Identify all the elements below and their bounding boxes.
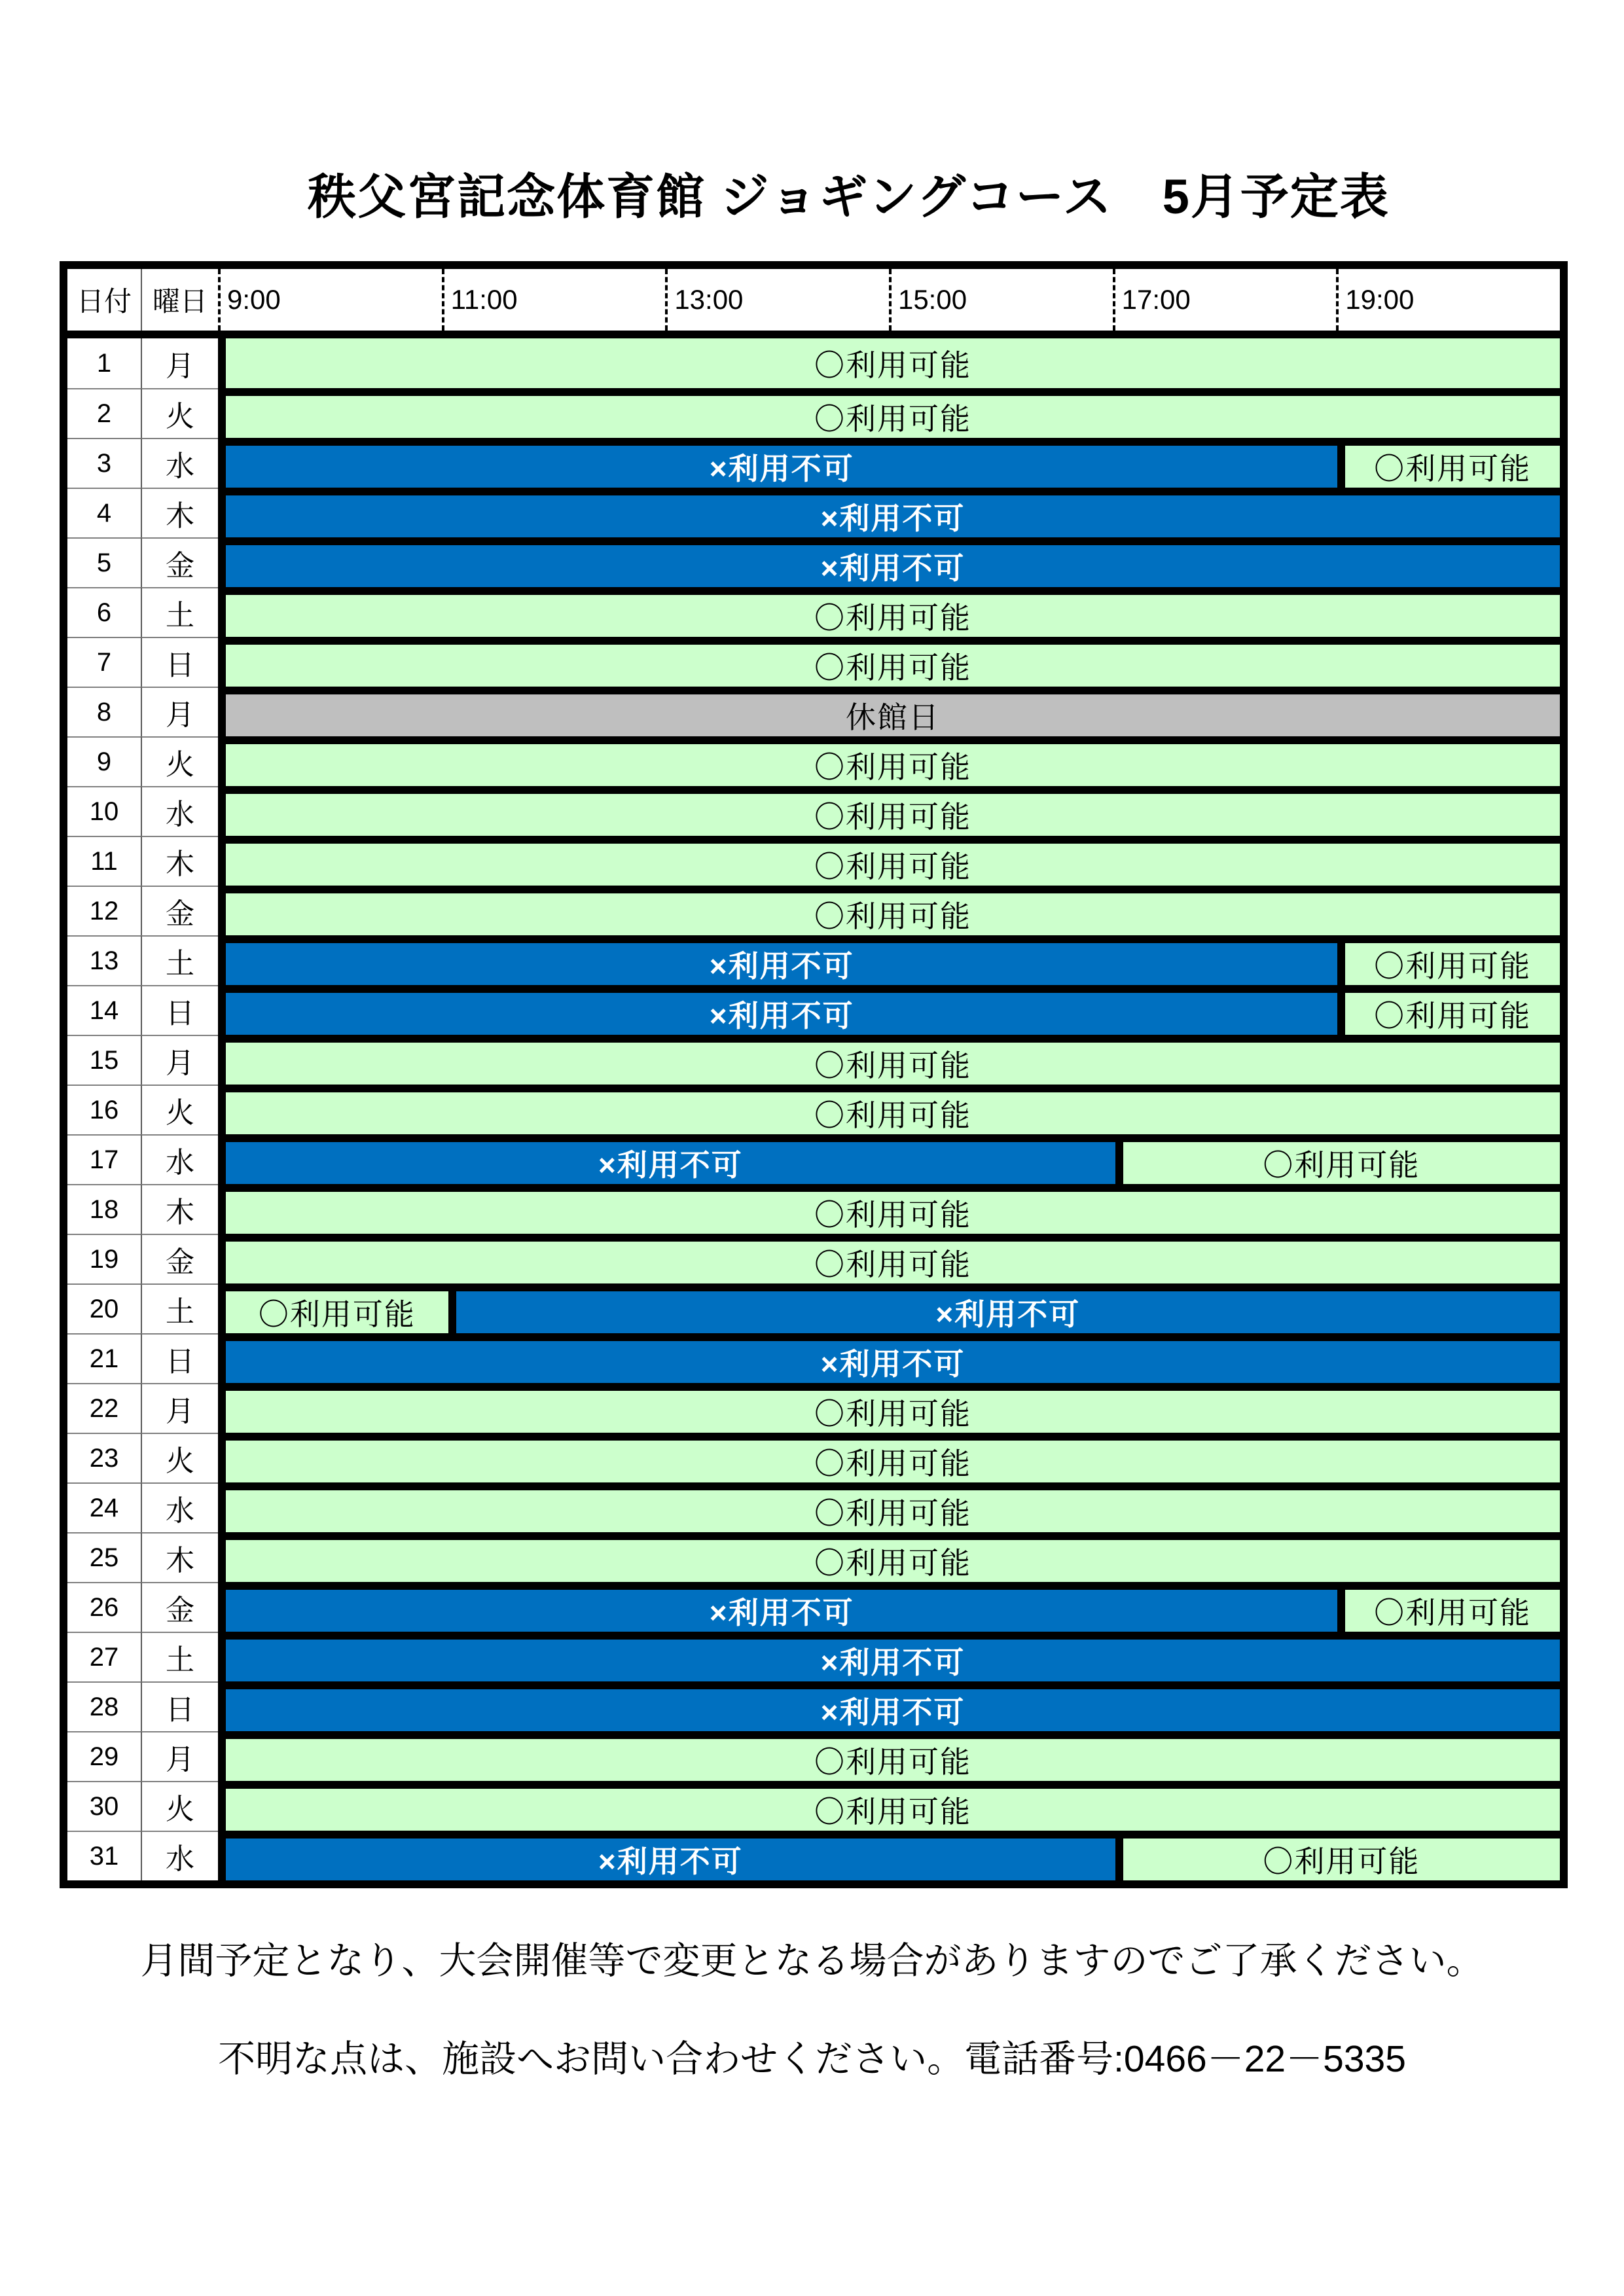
date-cell: 3 (67, 438, 141, 488)
time-slot-area (218, 1085, 1560, 1134)
header-weekday-label: 曜日 (141, 269, 218, 331)
schedule-row (67, 338, 1560, 388)
schedule-row (67, 1831, 1560, 1880)
slot-segment-available: 〇利用可能 (226, 1739, 1560, 1781)
time-slot-area (218, 1632, 1560, 1681)
weekday-cell: 火 (141, 388, 218, 438)
header-time-cell: 11:00 (442, 269, 666, 331)
slot-segment-unavailable: ×利用不可 (226, 1142, 1115, 1184)
schedule-row (67, 1383, 1560, 1433)
weekday-cell: 水 (141, 1831, 218, 1880)
schedule-row (67, 388, 1560, 438)
weekday-cell: 月 (141, 338, 218, 388)
weekday-cell: 水 (141, 1482, 218, 1532)
weekday-cell: 日 (141, 985, 218, 1035)
date-cell: 26 (67, 1582, 141, 1632)
time-slot-area (218, 1582, 1560, 1632)
slot-segment-available: 〇利用可能 (226, 794, 1560, 836)
time-slot-area (218, 1831, 1560, 1880)
weekday-cell: 日 (141, 637, 218, 687)
slot-segment-available: 〇利用可能 (226, 1789, 1560, 1831)
weekday-cell: 土 (141, 587, 218, 637)
weekday-cell: 土 (141, 1283, 218, 1333)
date-cell: 5 (67, 537, 141, 587)
time-slot-area (218, 1731, 1560, 1781)
slot-segment-available: 〇利用可能 (1337, 943, 1560, 985)
weekday-cell: 月 (141, 687, 218, 736)
time-slot-area (218, 587, 1560, 637)
date-cell: 9 (67, 736, 141, 786)
schedule-row (67, 488, 1560, 537)
time-slot-area (218, 736, 1560, 786)
date-cell: 4 (67, 488, 141, 537)
time-slot-area (218, 388, 1560, 438)
slot-segment-unavailable: ×利用不可 (226, 1689, 1560, 1731)
date-cell: 19 (67, 1234, 141, 1283)
weekday-cell: 金 (141, 886, 218, 935)
slot-segment-available: 〇利用可能 (226, 1043, 1560, 1085)
slot-segment-available: 〇利用可能 (226, 396, 1560, 438)
weekday-cell: 火 (141, 1433, 218, 1482)
schedule-row (67, 985, 1560, 1035)
date-cell: 30 (67, 1781, 141, 1831)
date-cell: 16 (67, 1085, 141, 1134)
weekday-cell: 月 (141, 1731, 218, 1781)
schedule-row (67, 1085, 1560, 1134)
slot-segment-unavailable: ×利用不可 (226, 993, 1337, 1035)
slot-segment-unavailable: ×利用不可 (448, 1291, 1560, 1333)
weekday-cell: 金 (141, 1234, 218, 1283)
date-cell: 29 (67, 1731, 141, 1781)
time-slot-area (218, 1234, 1560, 1283)
slot-segment-available: 〇利用可能 (226, 645, 1560, 687)
date-cell: 17 (67, 1134, 141, 1184)
time-slot-area (218, 1383, 1560, 1433)
slot-segment-available: 〇利用可能 (1337, 1590, 1560, 1632)
header-time-cell: 9:00 (218, 269, 442, 331)
time-slot-area (218, 935, 1560, 985)
footnote-schedule-change-notice: 月間予定となり、大会開催等で変更となる場合がありますのでご了承ください。 (140, 1940, 1484, 1982)
weekday-cell: 火 (141, 1781, 218, 1831)
date-cell: 28 (67, 1681, 141, 1731)
time-slot-area (218, 1433, 1560, 1482)
date-cell: 15 (67, 1035, 141, 1085)
header-time-cell: 17:00 (1113, 269, 1337, 331)
schedule-row (67, 1134, 1560, 1184)
time-slot-area (218, 1781, 1560, 1831)
date-cell: 10 (67, 786, 141, 836)
slot-segment-available: 〇利用可能 (226, 744, 1560, 786)
slot-segment-available: 〇利用可能 (1115, 1839, 1560, 1880)
date-cell: 14 (67, 985, 141, 1035)
slot-segment-unavailable: ×利用不可 (226, 1839, 1115, 1880)
time-slot-area (218, 537, 1560, 587)
schedule-row (67, 1333, 1560, 1383)
slot-segment-available: 〇利用可能 (226, 1092, 1560, 1134)
slot-segment-available: 〇利用可能 (226, 1391, 1560, 1433)
date-cell: 6 (67, 587, 141, 637)
schedule-row (67, 1681, 1560, 1731)
weekday-cell: 土 (141, 935, 218, 985)
weekday-cell: 水 (141, 438, 218, 488)
slot-segment-available: 〇利用可能 (226, 1441, 1560, 1482)
slot-segment-available: 〇利用可能 (226, 1291, 448, 1333)
schedule-row (67, 1482, 1560, 1532)
date-cell: 11 (67, 836, 141, 886)
time-slot-area (218, 836, 1560, 886)
time-slot-area (218, 687, 1560, 736)
schedule-row (67, 1283, 1560, 1333)
schedule-row (67, 1582, 1560, 1632)
date-cell: 27 (67, 1632, 141, 1681)
schedule-row (67, 1781, 1560, 1831)
weekday-cell: 火 (141, 736, 218, 786)
schedule-row (67, 637, 1560, 687)
weekday-cell: 金 (141, 1582, 218, 1632)
schedule-row (67, 687, 1560, 736)
header-date-label: 日付 (76, 286, 132, 317)
date-cell: 7 (67, 637, 141, 687)
time-slot-area (218, 786, 1560, 836)
slot-segment-available: 〇利用可能 (226, 1490, 1560, 1532)
slot-segment-available: 〇利用可能 (226, 844, 1560, 886)
weekday-cell: 月 (141, 1383, 218, 1433)
time-slot-area (218, 985, 1560, 1035)
time-slot-area (218, 886, 1560, 935)
date-cell: 18 (67, 1184, 141, 1234)
weekday-cell: 木 (141, 1532, 218, 1582)
slot-segment-available: 〇利用可能 (1337, 446, 1560, 488)
slot-segment-unavailable: ×利用不可 (226, 1640, 1560, 1681)
slot-segment-closed: 休館日 (226, 694, 1560, 736)
time-slot-area (218, 1283, 1560, 1333)
weekday-cell: 土 (141, 1632, 218, 1681)
weekday-cell: 日 (141, 1681, 218, 1731)
schedule-row (67, 1234, 1560, 1283)
weekday-cell: 木 (141, 488, 218, 537)
date-cell: 20 (67, 1283, 141, 1333)
time-slot-area (218, 1035, 1560, 1085)
schedule-row (67, 786, 1560, 836)
weekday-cell: 木 (141, 1184, 218, 1234)
schedule-row (67, 438, 1560, 488)
date-cell: 22 (67, 1383, 141, 1433)
slot-segment-available: 〇利用可能 (226, 338, 1560, 388)
time-slot-area (218, 438, 1560, 488)
weekday-cell: 木 (141, 836, 218, 886)
table-body (67, 338, 1560, 1880)
time-slot-area (218, 1134, 1560, 1184)
date-cell: 1 (67, 338, 141, 388)
weekday-cell: 日 (141, 1333, 218, 1383)
slot-segment-unavailable: ×利用不可 (226, 545, 1560, 587)
date-cell: 25 (67, 1532, 141, 1582)
date-cell: 12 (67, 886, 141, 935)
schedule-row (67, 1532, 1560, 1582)
weekday-cell: 火 (141, 1085, 218, 1134)
schedule-row (67, 886, 1560, 935)
page-title: 秩父宮記念体育館 ジョギングコース 5月予定表 (308, 170, 1390, 224)
slot-segment-available: 〇利用可能 (226, 1540, 1560, 1582)
date-cell: 8 (67, 687, 141, 736)
time-slot-area (218, 1482, 1560, 1532)
date-cell: 13 (67, 935, 141, 985)
time-slot-area (218, 1681, 1560, 1731)
schedule-row (67, 836, 1560, 886)
schedule-row (67, 1184, 1560, 1234)
slot-segment-available: 〇利用可能 (226, 1192, 1560, 1234)
slot-segment-unavailable: ×利用不可 (226, 943, 1337, 985)
slot-segment-available: 〇利用可能 (1337, 993, 1560, 1035)
slot-segment-available: 〇利用可能 (1115, 1142, 1560, 1184)
time-slot-area (218, 637, 1560, 687)
date-cell: 2 (67, 388, 141, 438)
date-cell: 31 (67, 1831, 141, 1880)
header-time-cell: 15:00 (889, 269, 1113, 331)
time-slot-area (218, 1184, 1560, 1234)
slot-segment-available: 〇利用可能 (226, 1242, 1560, 1283)
slot-segment-available: 〇利用可能 (226, 893, 1560, 935)
time-slot-area (218, 1333, 1560, 1383)
table-header-row (67, 269, 1560, 338)
header-time-cell: 13:00 (665, 269, 889, 331)
schedule-row (67, 537, 1560, 587)
schedule-row (67, 736, 1560, 786)
slot-segment-unavailable: ×利用不可 (226, 446, 1337, 488)
date-cell: 23 (67, 1433, 141, 1482)
schedule-row (67, 1731, 1560, 1781)
footnote-contact-phone: 不明な点は、施設へお問い合わせください。電話番号:0466－22－5335 (218, 2038, 1406, 2080)
slot-segment-unavailable: ×利用不可 (226, 1341, 1560, 1383)
schedule-row (67, 1035, 1560, 1085)
date-cell: 21 (67, 1333, 141, 1383)
time-slot-area (218, 1532, 1560, 1582)
slot-segment-available: 〇利用可能 (226, 595, 1560, 637)
weekday-cell: 月 (141, 1035, 218, 1085)
weekday-cell: 水 (141, 786, 218, 836)
weekday-cell: 水 (141, 1134, 218, 1184)
schedule-row (67, 587, 1560, 637)
date-cell: 24 (67, 1482, 141, 1532)
schedule-row (67, 1433, 1560, 1482)
weekday-cell: 金 (141, 537, 218, 587)
time-slot-area (218, 488, 1560, 537)
header-time-labels (218, 269, 1560, 331)
schedule-table (60, 261, 1568, 1888)
time-slot-area (218, 338, 1560, 388)
schedule-row (67, 935, 1560, 985)
schedule-row (67, 1632, 1560, 1681)
slot-segment-unavailable: ×利用不可 (226, 1590, 1337, 1632)
slot-segment-unavailable: ×利用不可 (226, 495, 1560, 537)
header-time-cell: 19:00 (1336, 269, 1560, 331)
